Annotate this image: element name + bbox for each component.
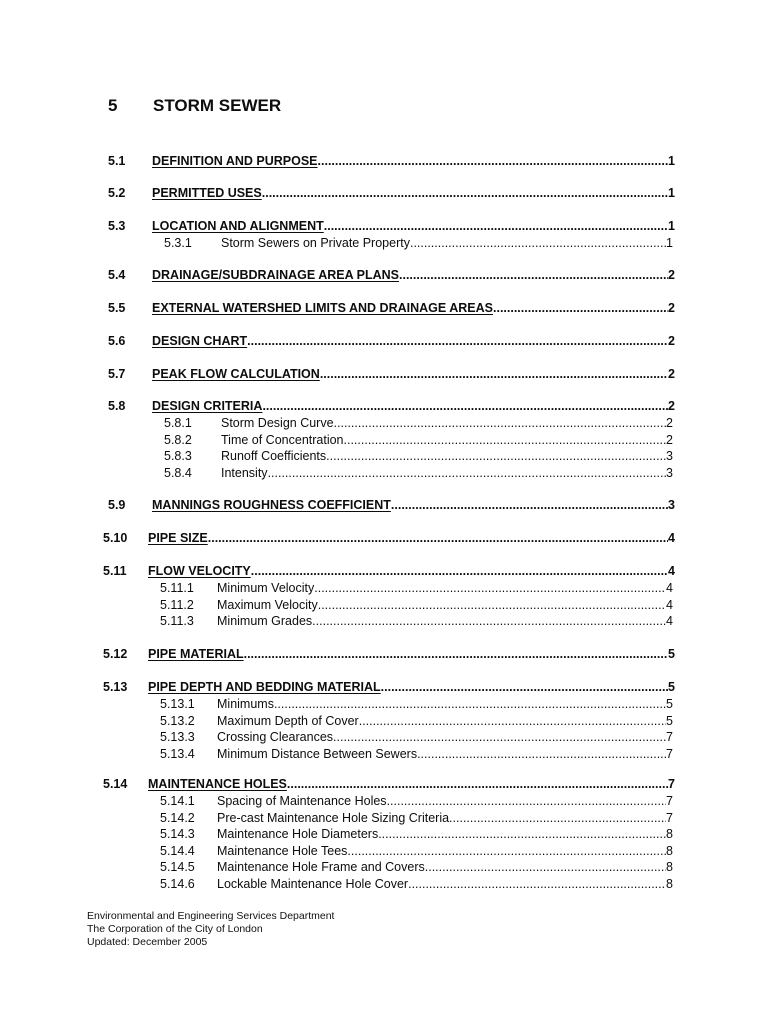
toc-section-leader xyxy=(148,777,675,791)
toc-section-entry xyxy=(0,268,768,285)
toc-page-number: 3 xyxy=(666,449,673,463)
toc-dot-leader xyxy=(344,433,667,447)
toc-dot-leader xyxy=(314,581,666,595)
toc-dot-leader xyxy=(381,680,668,694)
toc-page-number: 4 xyxy=(666,614,673,628)
toc-subsection-number: 5.14.3 xyxy=(160,827,195,841)
toc-section-number: 5.11 xyxy=(103,564,127,578)
toc-subsection-title: Pre-cast Maintenance Hole Sizing Criteria xyxy=(217,810,450,825)
toc-subsection-leader xyxy=(217,794,673,808)
toc-subsection-leader xyxy=(217,714,673,728)
toc-subsection-leader xyxy=(217,811,673,825)
toc-section-number: 5.2 xyxy=(108,186,126,200)
toc-section-leader xyxy=(148,680,675,694)
toc-subsection-number: 5.14.4 xyxy=(160,843,195,858)
toc-subsection-title: Minimum Distance Between Sewers xyxy=(217,746,418,761)
toc-page-number: 8 xyxy=(666,843,673,858)
toc-subsection-leader xyxy=(221,466,673,480)
toc-subsection-title: Crossing Clearances xyxy=(217,730,334,744)
footer-corporation: The Corporation of the City of London xyxy=(87,923,263,935)
toc-section-leader xyxy=(152,399,675,413)
toc-subsection-title: Minimum Velocity xyxy=(217,581,315,595)
toc-page-number: 2 xyxy=(668,367,675,381)
toc-page-number: 7 xyxy=(668,777,675,791)
toc-section-leader xyxy=(148,531,675,545)
toc-section-title: DESIGN CHART xyxy=(152,334,248,348)
toc-subsection-title: Minimum Grades xyxy=(217,614,313,628)
toc-page-number: 1 xyxy=(668,154,675,168)
toc-page-number: 8 xyxy=(666,876,673,891)
toc-subsection-title: Runoff Coefficients xyxy=(221,449,327,463)
toc-subsection-entry xyxy=(0,860,768,877)
toc-section-number: 5.4 xyxy=(108,268,126,282)
toc-section-entry xyxy=(0,564,768,581)
toc-subsection-title: Intensity xyxy=(221,465,268,480)
toc-dot-leader xyxy=(320,367,668,381)
toc-page-number: 8 xyxy=(666,827,673,841)
toc-subsection-number: 5.11.2 xyxy=(160,597,194,612)
toc-section-entry xyxy=(0,154,768,171)
toc-dot-leader xyxy=(262,399,668,413)
toc-section-number: 5.13 xyxy=(103,680,128,694)
toc-subsection-leader xyxy=(217,747,673,761)
toc-subsection-entry xyxy=(0,449,768,466)
toc-subsection-title: Lockable Maintenance Hole Cover xyxy=(217,876,409,891)
toc-dot-leader xyxy=(333,730,666,744)
toc-dot-leader xyxy=(262,186,668,200)
toc-dot-leader xyxy=(408,877,666,891)
toc-subsection-title: Maintenance Hole Tees xyxy=(217,843,348,858)
toc-subsection-number: 5.8.2 xyxy=(164,432,192,447)
toc-dot-leader xyxy=(399,268,668,282)
toc-dot-leader xyxy=(318,154,669,168)
toc-subsection-title: Minimums xyxy=(217,697,274,711)
toc-page-number: 1 xyxy=(666,236,673,250)
toc-page-number: 2 xyxy=(666,416,673,430)
toc-subsection-leader xyxy=(217,730,673,744)
toc-subsection-title: Storm Design Curve xyxy=(221,416,334,430)
toc-subsection-number: 5.13.2 xyxy=(160,713,195,728)
toc-subsection-entry xyxy=(0,614,768,631)
page-footer xyxy=(87,910,334,949)
toc-dot-leader xyxy=(247,334,668,348)
toc-page-number: 2 xyxy=(668,268,675,282)
toc-section-leader xyxy=(148,647,675,661)
toc-section-entry xyxy=(0,399,768,416)
toc-page-number: 7 xyxy=(666,730,673,744)
toc-section-title: PIPE SIZE xyxy=(148,531,208,545)
toc-section-number: 5.7 xyxy=(108,367,126,381)
footer-updated: Updated: December 2005 xyxy=(87,936,208,948)
toc-section-entry xyxy=(0,219,768,236)
toc-section-entry xyxy=(0,498,768,515)
toc-section-title: MANNINGS ROUGHNESS COEFFICIENT xyxy=(152,498,391,512)
toc-subsection-entry xyxy=(0,581,768,598)
toc-section-leader xyxy=(152,186,675,200)
toc-subsection-leader xyxy=(217,614,673,628)
toc-dot-leader xyxy=(387,794,666,808)
toc-section-entry xyxy=(0,301,768,318)
toc-section-number: 5.10 xyxy=(103,531,128,545)
toc-subsection-title: Maintenance Hole Diameters xyxy=(217,827,379,841)
toc-section-title: PERMITTED USES xyxy=(152,186,262,200)
toc-subsection-leader xyxy=(217,697,673,711)
toc-page-number: 5 xyxy=(668,680,675,694)
toc-subsection-title: Maintenance Hole Frame and Covers xyxy=(217,860,425,874)
toc-section-leader xyxy=(152,498,675,512)
toc-section-entry xyxy=(0,647,768,664)
toc-section-entry xyxy=(0,777,768,794)
toc-subsection-title: Maximum Depth of Cover xyxy=(217,713,359,728)
toc-dot-leader xyxy=(268,466,666,480)
toc-subsection-entry xyxy=(0,811,768,828)
toc-section-title: DEFINITION AND PURPOSE xyxy=(152,154,318,168)
toc-dot-leader xyxy=(449,811,666,825)
toc-dot-leader xyxy=(359,714,666,728)
toc-subsection-entry xyxy=(0,730,768,747)
toc-subsection-number: 5.14.1 xyxy=(160,794,195,808)
toc-page-number: 4 xyxy=(668,564,675,578)
toc-subsection-entry xyxy=(0,827,768,844)
toc-section-entry xyxy=(0,367,768,384)
toc-section-number: 5.3 xyxy=(108,219,126,233)
toc-page-number: 5 xyxy=(668,647,675,661)
toc-subsection-entry xyxy=(0,877,768,894)
toc-section-number: 5.6 xyxy=(108,334,126,348)
toc-section-title: PIPE MATERIAL xyxy=(148,647,244,661)
toc-section-leader xyxy=(152,301,675,315)
chapter-title: STORM SEWER xyxy=(153,96,282,115)
toc-subsection-leader xyxy=(221,416,673,430)
toc-section-leader xyxy=(152,334,675,348)
toc-page-number: 2 xyxy=(668,399,675,413)
toc-page-number: 1 xyxy=(668,186,675,200)
toc-section-number: 5.8 xyxy=(108,399,126,413)
toc-dot-leader xyxy=(347,844,666,858)
toc-page-number: 5 xyxy=(666,713,673,728)
toc-section-entry xyxy=(0,186,768,203)
toc-subsection-leader xyxy=(221,449,673,463)
toc-subsection-number: 5.11.3 xyxy=(160,614,194,628)
toc-page-number: 3 xyxy=(666,465,673,480)
toc-subsection-number: 5.14.6 xyxy=(160,876,195,891)
toc-subsection-leader xyxy=(217,827,673,841)
toc-subsection-leader xyxy=(217,877,673,891)
toc-subsection-title: Spacing of Maintenance Holes xyxy=(217,794,387,808)
toc-page-number: 7 xyxy=(666,810,673,825)
toc-section-title: DRAINAGE/SUBDRAINAGE AREA PLANS xyxy=(152,268,400,282)
toc-section-number: 5.12 xyxy=(103,647,128,661)
toc-subsection-number: 5.8.4 xyxy=(164,465,192,480)
toc-page-number: 2 xyxy=(668,301,675,315)
toc-dot-leader xyxy=(208,531,668,545)
toc-subsection-number: 5.3.1 xyxy=(164,236,192,250)
toc-subsection-number: 5.11.1 xyxy=(160,581,194,595)
toc-dot-leader xyxy=(244,647,668,661)
toc-dot-leader xyxy=(287,777,668,791)
toc-section-number: 5.5 xyxy=(108,301,126,315)
toc-section-entry xyxy=(0,680,768,697)
toc-section-leader xyxy=(152,219,675,233)
toc-subsection-entry xyxy=(0,236,768,253)
toc-page-number: 5 xyxy=(666,697,673,711)
toc-section-leader xyxy=(148,564,675,578)
toc-dot-leader xyxy=(417,747,666,761)
toc-dot-leader xyxy=(425,860,666,874)
toc-section-number: 5.14 xyxy=(103,777,128,791)
toc-dot-leader xyxy=(324,219,668,233)
footer-department: Environmental and Engineering Services Department xyxy=(87,910,335,922)
toc-section-leader xyxy=(152,268,675,282)
toc-subsection-title: Maximum Velocity xyxy=(217,597,318,612)
toc-section-title: PEAK FLOW CALCULATION xyxy=(152,367,320,381)
toc-section-leader xyxy=(152,367,675,381)
toc-page-number: 7 xyxy=(666,794,673,808)
toc-dot-leader xyxy=(334,416,667,430)
toc-dot-leader xyxy=(391,498,668,512)
toc-subsection-entry xyxy=(0,844,768,861)
toc-section-number: 5.9 xyxy=(108,498,126,512)
toc-subsection-entry xyxy=(0,747,768,764)
toc-subsection-number: 5.13.3 xyxy=(160,730,195,744)
toc-dot-leader xyxy=(326,449,666,463)
toc-subsection-leader xyxy=(217,844,673,858)
toc-page-number: 4 xyxy=(666,581,673,595)
toc-subsection-number: 5.14.2 xyxy=(160,810,195,825)
toc-subsection-leader xyxy=(221,236,673,250)
toc-subsection-entry xyxy=(0,598,768,615)
toc-subsection-number: 5.8.1 xyxy=(164,416,192,430)
toc-section-number: 5.1 xyxy=(108,154,126,168)
toc-dot-leader xyxy=(274,697,666,711)
toc-section-title: EXTERNAL WATERSHED LIMITS AND DRAINAGE AREAS xyxy=(152,301,493,315)
toc-subsection-entry xyxy=(0,714,768,731)
toc-dot-leader xyxy=(312,614,666,628)
toc-subsection-leader xyxy=(217,581,673,595)
toc-subsection-entry xyxy=(0,794,768,811)
toc-section-title: PIPE DEPTH AND BEDDING MATERIAL xyxy=(148,680,381,694)
toc-subsection-title: Storm Sewers on Private Property xyxy=(221,236,410,250)
toc-subsection-leader xyxy=(221,433,673,447)
toc-page-number: 3 xyxy=(668,498,675,512)
toc-dot-leader xyxy=(378,827,666,841)
toc-dot-leader xyxy=(318,598,666,612)
toc-page-number: 1 xyxy=(668,219,675,233)
toc-section-entry xyxy=(0,531,768,548)
toc-subsection-entry xyxy=(0,416,768,433)
toc-subsection-number: 5.8.3 xyxy=(164,449,192,463)
toc-section-title: DESIGN CRITERIA xyxy=(152,399,263,413)
toc-subsection-number: 5.13.4 xyxy=(160,746,195,761)
toc-section-leader xyxy=(152,154,675,168)
toc-section-title: FLOW VELOCITY xyxy=(148,564,251,578)
toc-page-number: 7 xyxy=(666,746,673,761)
toc-subsection-number: 5.14.5 xyxy=(160,860,195,874)
toc-subsection-leader xyxy=(217,860,673,874)
toc-dot-leader xyxy=(493,301,668,315)
toc-subsection-entry xyxy=(0,466,768,483)
chapter-number: 5 xyxy=(108,96,118,115)
toc-subsection-leader xyxy=(217,598,673,612)
toc-section-entry xyxy=(0,334,768,351)
toc-subsection-entry xyxy=(0,697,768,714)
toc-page-number: 8 xyxy=(666,860,673,874)
toc-subsection-title: Time of Concentration xyxy=(221,432,344,447)
toc-page-number: 4 xyxy=(666,597,673,612)
toc-dot-leader xyxy=(410,236,666,250)
toc-page-number: 2 xyxy=(666,432,673,447)
toc-dot-leader xyxy=(251,564,668,578)
toc-page-number: 2 xyxy=(668,334,675,348)
toc-page-number: 4 xyxy=(668,531,675,545)
toc-section-title: LOCATION AND ALIGNMENT xyxy=(152,219,324,233)
toc-subsection-entry xyxy=(0,433,768,450)
toc-subsection-number: 5.13.1 xyxy=(160,697,195,711)
toc-section-title: MAINTENANCE HOLES xyxy=(148,777,287,791)
